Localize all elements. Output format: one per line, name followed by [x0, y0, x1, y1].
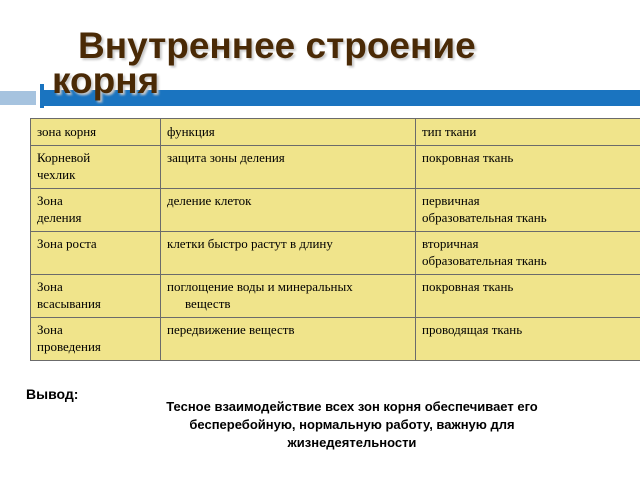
cell-function [161, 318, 416, 361]
table-row [31, 232, 640, 275]
cell-text: Зона [37, 322, 63, 337]
table-row [31, 146, 640, 189]
cell-text: проводящая ткань [422, 322, 523, 337]
conclusion-text [112, 398, 592, 452]
cell-text: всасывания [37, 296, 101, 311]
cell-text: покровная ткань [422, 279, 514, 294]
table-row [31, 318, 640, 361]
cell-text: деления [37, 210, 82, 225]
cell-zone [31, 318, 161, 361]
root-zones-table [30, 118, 640, 361]
cell-text: чехлик [37, 167, 76, 182]
cell-text: Зона [37, 279, 63, 294]
cell-text: проведения [37, 339, 101, 354]
cell-function [161, 146, 416, 189]
cell-tissue [416, 318, 640, 361]
cell-text: вторичная [422, 236, 479, 251]
page-title [0, 22, 640, 105]
conclusion-label: Вывод: [26, 386, 79, 402]
cell-zone [31, 275, 161, 318]
cell-tissue [416, 146, 640, 189]
cell-text: Корневой [37, 150, 91, 165]
table-row [31, 189, 640, 232]
header-tissue: тип ткани [416, 119, 640, 146]
cell-text: покровная ткань [422, 150, 514, 165]
cell-text: деление клеток [167, 193, 252, 208]
cell-function [161, 275, 416, 318]
table-row [31, 275, 640, 318]
title-line-2: корня [52, 60, 160, 101]
cell-text: передвижение веществ [167, 322, 295, 337]
cell-text: первичная [422, 193, 480, 208]
title-line-1: Внутреннее строение [78, 25, 476, 66]
cell-tissue [416, 232, 640, 275]
header-zone: зона корня [31, 119, 161, 146]
cell-text: Зона роста [37, 236, 97, 251]
cell-text: образовательная ткань [422, 210, 547, 225]
header-function: функция [161, 119, 416, 146]
cell-zone [31, 146, 161, 189]
cell-function [161, 189, 416, 232]
cell-text: клетки быстро растут в длину [167, 236, 333, 251]
conclusion-line: жизнедеятельности [287, 435, 417, 450]
cell-text: поглощение воды и минеральных [167, 279, 353, 294]
cell-text: Зона [37, 193, 63, 208]
cell-text: веществ [185, 296, 231, 311]
conclusion-line: бесперебойную, нормальную работу, важную для [189, 417, 515, 432]
table-header-row [31, 119, 640, 146]
cell-zone [31, 232, 161, 275]
conclusion-line: Тесное взаимодействие всех зон корня обеспечивает его [166, 399, 538, 414]
cell-text: образовательная ткань [422, 253, 547, 268]
cell-text: защита зоны деления [167, 150, 285, 165]
cell-function [161, 232, 416, 275]
cell-zone [31, 189, 161, 232]
cell-tissue [416, 189, 640, 232]
cell-tissue [416, 275, 640, 318]
